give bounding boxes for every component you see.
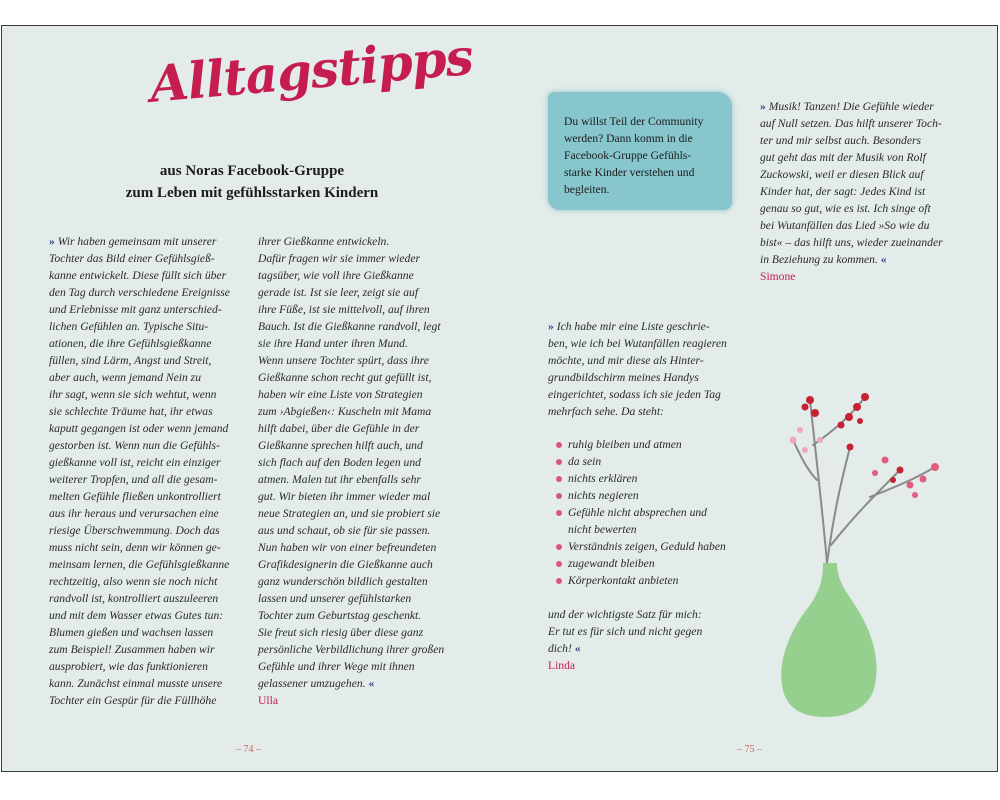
col2-line: atmen. Malen tut ihr ebenfalls sehr [258, 473, 421, 486]
col1-line: lichen Gefühlen an. Typische Situ- [49, 320, 209, 333]
col1-line: zum Beispiel! Zusammen haben wir [49, 643, 215, 656]
col2-line: Gefühle und ihrer Wege mit ihnen [258, 660, 415, 673]
col2-line: tagsüber, wie voll ihre Gießkanne [258, 269, 414, 282]
col3-line: grundbildschirm meines Handys [548, 371, 699, 384]
bullet-icon [556, 476, 562, 482]
col2-line: lassen und unserer gefühlstarken [258, 592, 412, 605]
quote-open-icon: » [49, 235, 55, 248]
col2-line: haben wir eine Liste von Strategien [258, 388, 423, 401]
col1-line: riesige Überschwemmung. Doch das [49, 524, 220, 537]
quote-open-icon: » [548, 320, 554, 333]
col2-line: Gießkanne sprechen hilft auch, und [258, 439, 423, 452]
bullet-list [556, 436, 726, 589]
col1-line: gießkanne voll ist, reicht ein einziger [49, 456, 221, 469]
vase-illustration [765, 385, 965, 720]
col2-line: ganz wunderschön bildlich gestalten [258, 575, 428, 588]
col4-line: Kinder hat, der sagt: Jedes Kind ist [760, 185, 926, 198]
col1-line: kaputt gegangen ist oder wenn jemand [49, 422, 229, 435]
box-line: starke Kinder verstehen und [564, 166, 695, 179]
bullet-icon [556, 493, 562, 499]
list-item-continued: nicht bewerten [568, 523, 637, 536]
col4-line: Zuckowski, weil er diesen Blick auf [760, 168, 924, 181]
col1-line: randvoll ist, kontrolliert auszuleeren [49, 592, 219, 605]
col2-line: Nun haben wir von einer befreundeten [258, 541, 437, 554]
col1-line: Tochter das Bild einer Gefühlsgieß- [49, 252, 215, 265]
bullet-icon [556, 544, 562, 550]
col2-line: aus und schaut, ob sie für sie passen. [258, 524, 431, 537]
col2-line: sie ihre Hand unter ihren Mund. [258, 337, 408, 350]
col1-line: den Tag durch verschiedene Ereignisse [49, 286, 230, 299]
col3-end-line: Er tut es für sich und nicht gegen [548, 625, 703, 638]
quote-close-icon: « [368, 677, 375, 690]
col4-line: gut geht das mit der Musik von Rolf [760, 151, 926, 164]
page-number-right: – 75 – [737, 744, 762, 755]
col1-line: kann. Zunächst einmal musste unsere [49, 677, 223, 690]
col2-line: zum ›Abgießen‹: Kuscheln mit Mama [258, 405, 432, 418]
col2-line: gerade ist. Ist sie leer, zeigt sie auf [258, 286, 419, 299]
col1-line: gestorben ist. Wenn nun die Gefühls- [49, 439, 220, 452]
col1-line: ihr sagt, wenn sie sich wehtut, wenn [49, 388, 217, 401]
col2-line: Wenn unsere Tochter spürt, dass ihre [258, 354, 429, 367]
col4-line: in Beziehung zu kommen. [760, 253, 878, 266]
col3-line: mehrfach sehe. Da steht: [548, 405, 664, 418]
col4-line: genau so gut, wie es ist. Ich singe oft [760, 202, 931, 215]
bullet-icon [556, 510, 562, 516]
col4-line: bei Wutanfällen das Lied »So wie du [760, 219, 930, 232]
col2-line: Tochter zum Geburtstag geschenkt. [258, 609, 422, 622]
list-item: Gefühle nicht absprechen und [556, 504, 726, 521]
col1-line: kanne entwickelt. Diese füllt sich über [49, 269, 227, 282]
list-item: zugewandt bleiben [556, 555, 726, 572]
branches [793, 397, 935, 563]
list-item: nichts erklären [556, 470, 726, 487]
column-4 [760, 98, 943, 285]
list-item: Verständnis zeigen, Geduld haben [556, 538, 726, 555]
col2-line: Dafür fragen wir sie immer wieder [258, 252, 420, 265]
col1-line: rechtzeitig, also wenn sie noch nicht [49, 575, 218, 588]
col1-line: und Erlebnisse mit ganz unterschied- [49, 303, 222, 316]
col1-line: weiterer Tropfen, und all die gesam- [49, 473, 218, 486]
list-item: Körperkontakt anbieten [556, 572, 726, 589]
column-3-end [548, 606, 702, 674]
page-number-left: – 74 – [236, 744, 261, 755]
list-item: da sein [556, 453, 726, 470]
col2-line: Gießkanne schon recht gut gefüllt ist, [258, 371, 432, 384]
page-title: Alltagstipps [147, 26, 475, 114]
subtitle-line-2: zum Leben mit gefühlsstarken Kindern [125, 185, 379, 201]
col4-line: auf Null setzen. Das hilft unserer Toch- [760, 117, 942, 130]
vase-body [781, 563, 876, 717]
quote-open-icon: » [760, 100, 766, 113]
box-line: begleiten. [564, 183, 610, 196]
col1-line: aber auch, wenn jemand Nein zu [49, 371, 201, 384]
bullet-icon [556, 561, 562, 567]
col2-line: Sie freut sich riesig über diese ganz [258, 626, 424, 639]
col2-line: ihrer Gießkanne entwickeln. [258, 235, 390, 248]
column-2 [258, 233, 444, 709]
col1-line: muss nicht sein, denn wir können ge- [49, 541, 221, 554]
column-1 [49, 233, 230, 709]
light-berries [790, 427, 824, 453]
col1-line: füllen, sind Lärm, Angst und Streit, [49, 354, 212, 367]
col3-end-line: dich! [548, 642, 572, 655]
bullet-icon [556, 459, 562, 465]
subtitle [72, 160, 432, 204]
bullet-icon [556, 578, 562, 584]
col4-line: bist« – das hilft uns, wieder zueinander [760, 236, 943, 249]
col2-line: neue Strategien an, und sie probiert sie [258, 507, 441, 520]
signature-simone: Simone [760, 270, 796, 283]
col2-line: persönliche Verbildlichung ihrer großen [258, 643, 445, 656]
col1-line: aus ihr heraus und verursachen eine [49, 507, 219, 520]
col1-line: sie schlechte Träume hat, ihr etwas [49, 405, 213, 418]
col1-line: und mit dem Wasser etwas Gutes tun: [49, 609, 224, 622]
box-line: Facebook-Gruppe Gefühls- [564, 149, 692, 162]
list-item: nichts negieren [556, 487, 726, 504]
col2-line: gelassener umzugehen. [258, 677, 366, 690]
col1-line: Tochter ein Gespür für die Füllhöhe [49, 694, 217, 707]
col3-line: ben, wie ich bei Wutanfällen reagieren [548, 337, 727, 350]
bullet-icon [556, 442, 562, 448]
col1-line: Blumen gießen und wachsen lassen [49, 626, 214, 639]
col2-line: hilft dabei, über die Gefühle in der [258, 422, 420, 435]
signature-ulla: Ulla [258, 694, 278, 707]
box-line: Du willst Teil der Community [564, 115, 704, 128]
col2-line: sich flach auf den Boden legen und [258, 456, 421, 469]
col2-line: Bauch. Ist die Gießkanne randvoll, legt [258, 320, 441, 333]
box-line: werden? Dann komm in die [564, 132, 693, 145]
community-box-text [564, 113, 703, 198]
col1-line: ausprobiert, wie das funktionieren [49, 660, 208, 673]
col4-line: Musik! Tanzen! Die Gefühle wieder [768, 100, 934, 113]
subtitle-line-1: aus Noras Facebook-Gruppe [159, 163, 345, 179]
col3-line: möchte, und mir diese als Hinter- [548, 354, 704, 367]
col1-line: Wir haben gemeinsam mit unserer [57, 235, 217, 248]
col2-line: ihre Füße, ist sie mittelvoll, auf ihren [258, 303, 430, 316]
column-3 [548, 318, 727, 420]
col3-line: eingerichtet, sodass ich sie jeden Tag [548, 388, 721, 401]
col3-line: Ich habe mir eine Liste geschrie- [556, 320, 710, 333]
col2-line: Grafikdesignerin die Gießkanne auch [258, 558, 433, 571]
quote-close-icon: « [880, 253, 887, 266]
signature-linda: Linda [548, 659, 576, 672]
col2-line: gut. Wir bieten ihr immer wieder mal [258, 490, 431, 503]
quote-close-icon: « [574, 642, 581, 655]
col3-end-line: und der wichtigste Satz für mich: [548, 608, 702, 621]
col1-line: meinsam lernen, die Gefühlsgießkanne [49, 558, 230, 571]
col1-line: ationen, die ihre Gefühlsgießkanne [49, 337, 212, 350]
col1-line: melten Gefühle fließen unkontrolliert [49, 490, 221, 503]
col4-line: ter und mir selbst auch. Besonders [760, 134, 922, 147]
list-item: ruhig bleiben und atmen [556, 436, 726, 453]
